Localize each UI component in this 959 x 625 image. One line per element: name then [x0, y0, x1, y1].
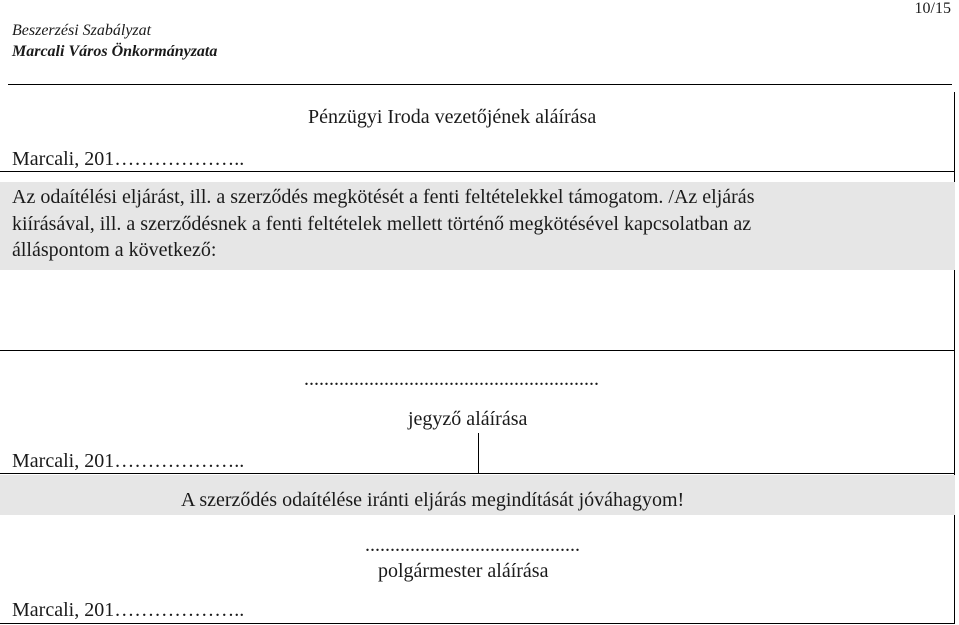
- mayor-signature-label: polgármester aláírása: [378, 560, 549, 582]
- page-number: 10/15: [914, 0, 951, 17]
- notary-signature-label: jegyző aláírása: [408, 408, 528, 430]
- notary-signature-dots: ...........................................................: [304, 368, 599, 390]
- section-divider: [0, 350, 955, 351]
- header-divider: [8, 84, 952, 85]
- organization-name: Marcali Város Önkormányzata: [12, 43, 218, 60]
- mayor-signature-dots: ...........................................: [365, 534, 580, 556]
- cell-divider: [478, 433, 479, 473]
- section-divider: [0, 171, 955, 172]
- notary-date-line: Marcali, 201………………..: [12, 450, 245, 472]
- document-title: Beszerzési Szabályzat: [12, 22, 152, 39]
- notary-opinion-paragraph: [12, 184, 942, 264]
- opinion-line: Az odaítélési eljárást, ill. a szerződés megkötését a fenti feltételekkel támogatom. /Az eljárás: [12, 186, 755, 208]
- finance-date-line: Marcali, 201………………..: [12, 148, 245, 170]
- opinion-line: kiírásával, ill. a szerződésnek a fenti feltételek mellett történő megkötésével kapcsolatban az: [12, 212, 752, 235]
- approval-statement: A szerződés odaítélése iránti eljárás megindítását jóváhagyom!: [181, 489, 685, 511]
- finance-signature-label: Pénzügyi Iroda vezetőjének aláírása: [308, 106, 597, 128]
- mayor-date-line: Marcali, 201………………..: [12, 599, 245, 621]
- opinion-line: álláspontom a következő:: [12, 239, 217, 261]
- section-divider: [0, 473, 955, 474]
